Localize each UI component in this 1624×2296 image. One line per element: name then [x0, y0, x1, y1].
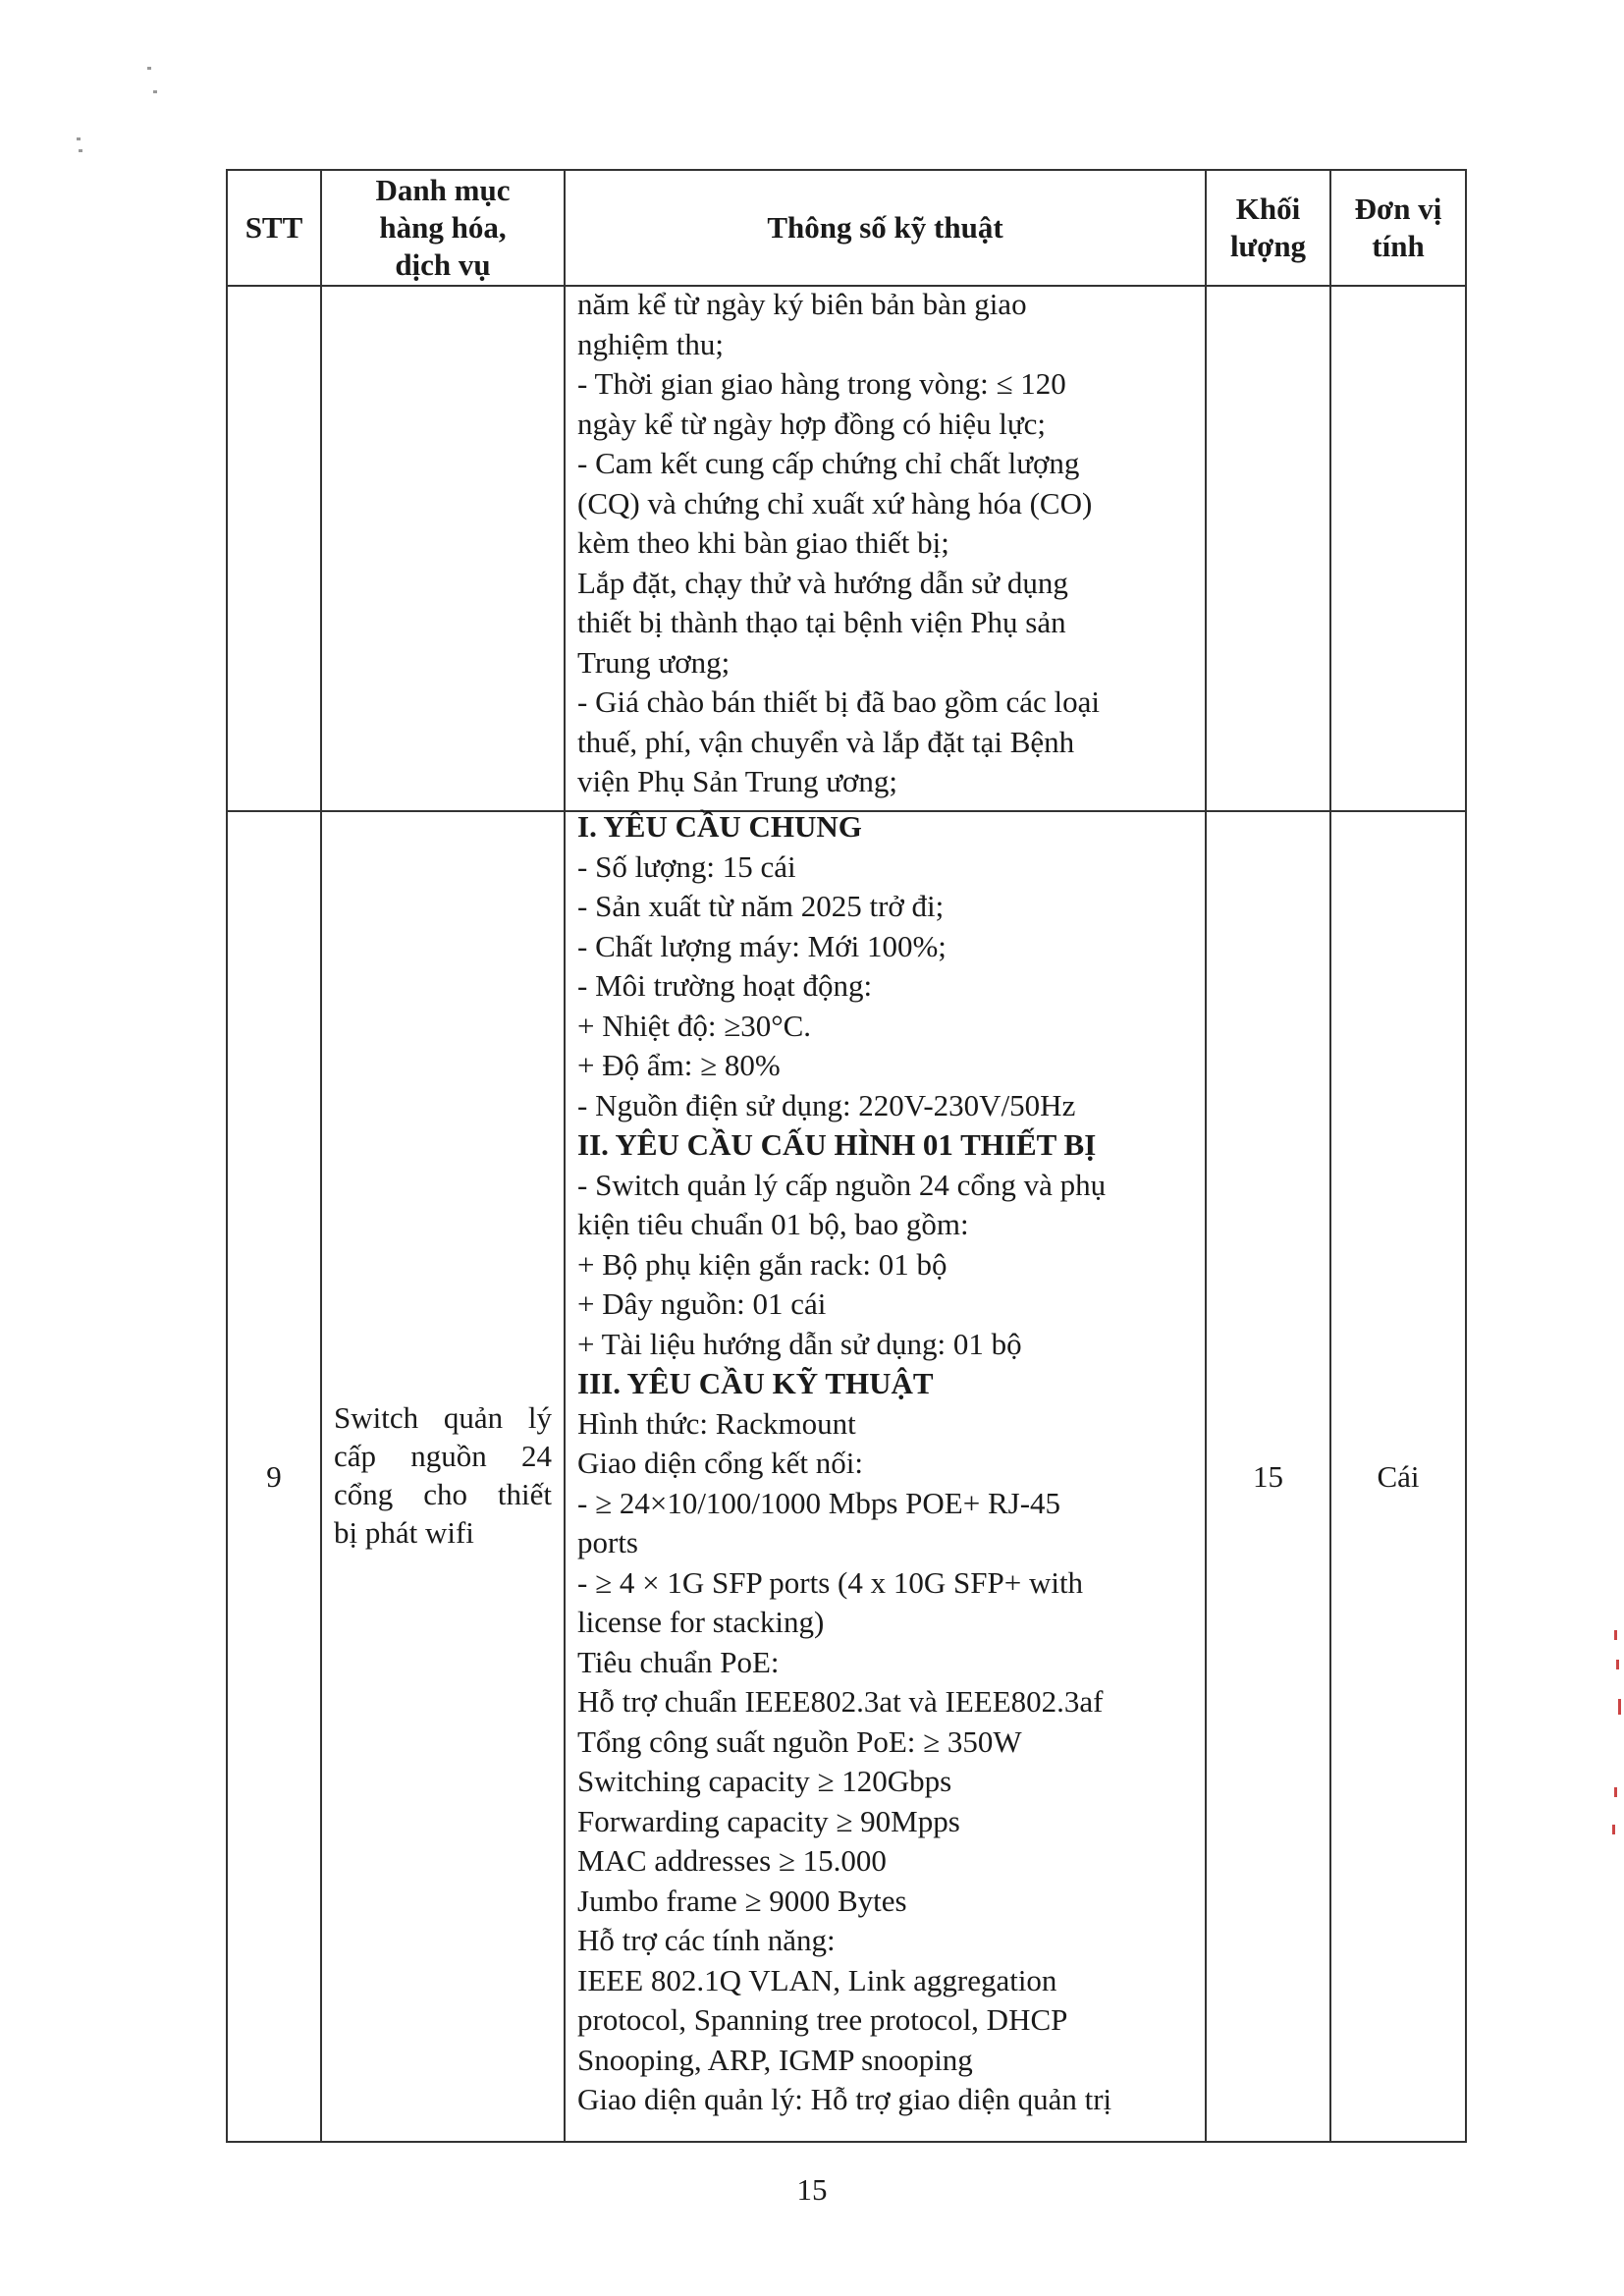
spec-line: - Số lượng: 15 cái: [577, 848, 796, 884]
spec-line: Trung ương;: [577, 644, 731, 680]
spec-line: Hỗ trợ các tính năng:: [577, 1923, 836, 1957]
spec-line: Hỗ trợ chuẩn IEEE802.3at và IEEE802.3af: [577, 1684, 1104, 1719]
column-divider-2: [564, 169, 566, 2143]
spec-line: kiện tiêu chuẩn 01 bộ, bao gồm:: [577, 1207, 969, 1241]
row9-stt-text: 9: [266, 1459, 282, 1494]
spec-line: Jumbo frame ≥ 9000 Bytes: [577, 1883, 907, 1918]
spec-line: Tiêu chuẩn PoE:: [577, 1644, 780, 1679]
scan-speck: [147, 67, 151, 70]
spec-line: + Nhiệt độ: ≥30°C.: [577, 1008, 812, 1043]
spec-line: III. YÊU CẦU KỸ THUẬT: [577, 1366, 934, 1400]
spec-line: thiết bị thành thạo tại bệnh viện Phụ sản: [577, 605, 1066, 639]
spec-line: MAC addresses ≥ 15.000: [577, 1843, 887, 1878]
spec-line: - Sản xuất từ năm 2025 trở đi;: [577, 889, 945, 923]
scan-speck: [153, 90, 157, 93]
row9-qty: [1207, 1457, 1329, 1496]
table-border-left: [226, 169, 228, 2143]
scan-speck: [77, 137, 81, 140]
header-item-text: Danh mục hàng hóa, dịch vụ: [375, 173, 511, 282]
spec-line: + Bộ phụ kiện gắn rack: 01 bộ: [577, 1246, 947, 1282]
spec-line: Giao diện quản lý: Hỗ trợ giao diện quản trị: [577, 2082, 1112, 2116]
header-qty-text: Khối lượng: [1229, 191, 1307, 263]
spec-line: Snooping, ARP, IGMP snooping: [577, 2042, 973, 2077]
header-unit: [1331, 171, 1465, 285]
header-item: [322, 171, 564, 285]
column-divider-1: [320, 169, 322, 2143]
scan-speck-red: [1614, 1630, 1617, 1640]
header-qty: [1207, 171, 1329, 285]
item-line: cấp nguồn 24: [334, 1439, 552, 1473]
table-border-right: [1465, 169, 1467, 2143]
header-stt-text: STT: [244, 210, 303, 245]
row9-unit-text: Cái: [1377, 1459, 1420, 1494]
header-unit-text: Đơn vị tính: [1354, 191, 1442, 263]
spec-line: Forwarding capacity ≥ 90Mpps: [577, 1803, 960, 1838]
spec-line: - Thời gian giao hàng trong vòng: ≤ 120: [577, 366, 1066, 401]
spec-line: ports: [577, 1525, 638, 1559]
column-divider-4: [1329, 169, 1331, 2143]
spec-line: license for stacking): [577, 1605, 825, 1639]
spec-cell-continued: [577, 285, 1196, 802]
row9-qty-text: 15: [1253, 1459, 1283, 1494]
specification-table: [226, 169, 1467, 2143]
spec-line: II. YÊU CẦU CẤU HÌNH 01 THIẾT BỊ: [577, 1127, 1097, 1162]
spec-line: Hình thức: Rackmount: [577, 1405, 856, 1441]
spec-line: kèm theo khi bàn giao thiết bị;: [577, 525, 949, 560]
scan-speck-red: [1614, 1787, 1617, 1797]
spec-line: thuế, phí, vận chuyển và lắp đặt tại Bệnh: [577, 724, 1075, 759]
spec-line: nghiệm thu;: [577, 326, 724, 361]
spec-line: ngày kể từ ngày hợp đồng có hiệu lực;: [577, 406, 1047, 441]
header-spec: [566, 171, 1205, 285]
spec-line: - Cam kết cung cấp chứng chỉ chất lượng: [577, 446, 1080, 480]
spec-line: Tổng công suất nguồn PoE: ≥ 350W: [577, 1723, 1022, 1759]
row9-stt: [228, 1457, 320, 1496]
spec-line: - ≥ 24×10/100/1000 Mbps POE+ RJ-45: [577, 1485, 1061, 1520]
item-line: Switch quản lý: [334, 1400, 552, 1435]
spec-cell-row9: [577, 807, 1196, 2120]
spec-line: + Độ ẩm: ≥ 80%: [577, 1048, 781, 1082]
spec-line: protocol, Spanning tree protocol, DHCP: [577, 2002, 1068, 2037]
spec-line: Lắp đặt, chạy thử và hướng dẫn sử dụng: [577, 565, 1068, 600]
spec-line: + Tài liệu hướng dẫn sử dụng: 01 bộ: [577, 1326, 1022, 1361]
column-divider-3: [1205, 169, 1207, 2143]
spec-line: (CQ) và chứng chỉ xuất xứ hàng hóa (CO): [577, 485, 1093, 520]
row9-unit: [1331, 1457, 1465, 1496]
header-spec-text: Thông số kỹ thuật: [767, 210, 1003, 245]
spec-line: - Nguồn điện sử dụng: 220V-230V/50Hz: [577, 1087, 1076, 1122]
page-number: 15: [796, 2172, 828, 2207]
row9-item: [334, 1398, 552, 1552]
scan-speck: [79, 149, 82, 152]
header-stt: [228, 171, 320, 285]
spec-line: + Dây nguồn: 01 cái: [577, 1286, 827, 1321]
spec-line: năm kể từ ngày ký biên bản bàn giao: [577, 287, 1027, 321]
spec-line: - Chất lượng máy: Mới 100%;: [577, 928, 947, 963]
scan-speck-red: [1616, 1660, 1619, 1669]
spec-line: I. YÊU CẦU CHUNG: [577, 809, 862, 844]
spec-line: Giao diện cổng kết nối:: [577, 1446, 863, 1480]
spec-line: - ≥ 4 × 1G SFP ports (4 x 10G SFP+ with: [577, 1564, 1084, 1600]
spec-line: viện Phụ Sản Trung ương;: [577, 764, 898, 798]
item-line: cổng cho thiết: [334, 1477, 552, 1511]
scan-speck-red: [1612, 1825, 1615, 1834]
spec-line: IEEE 802.1Q VLAN, Link aggregation: [577, 1962, 1057, 1997]
spec-line: - Môi trường hoạt động:: [577, 968, 873, 1003]
item-line: bị phát wifi: [334, 1515, 474, 1550]
spec-line: Switching capacity ≥ 120Gbps: [577, 1764, 952, 1798]
spec-line: - Giá chào bán thiết bị đã bao gồm các loại: [577, 684, 1100, 719]
spec-line: - Switch quản lý cấp nguồn 24 cổng và phụ: [577, 1167, 1107, 1202]
scan-speck-red: [1618, 1699, 1621, 1715]
table-border-bottom: [226, 2141, 1467, 2143]
